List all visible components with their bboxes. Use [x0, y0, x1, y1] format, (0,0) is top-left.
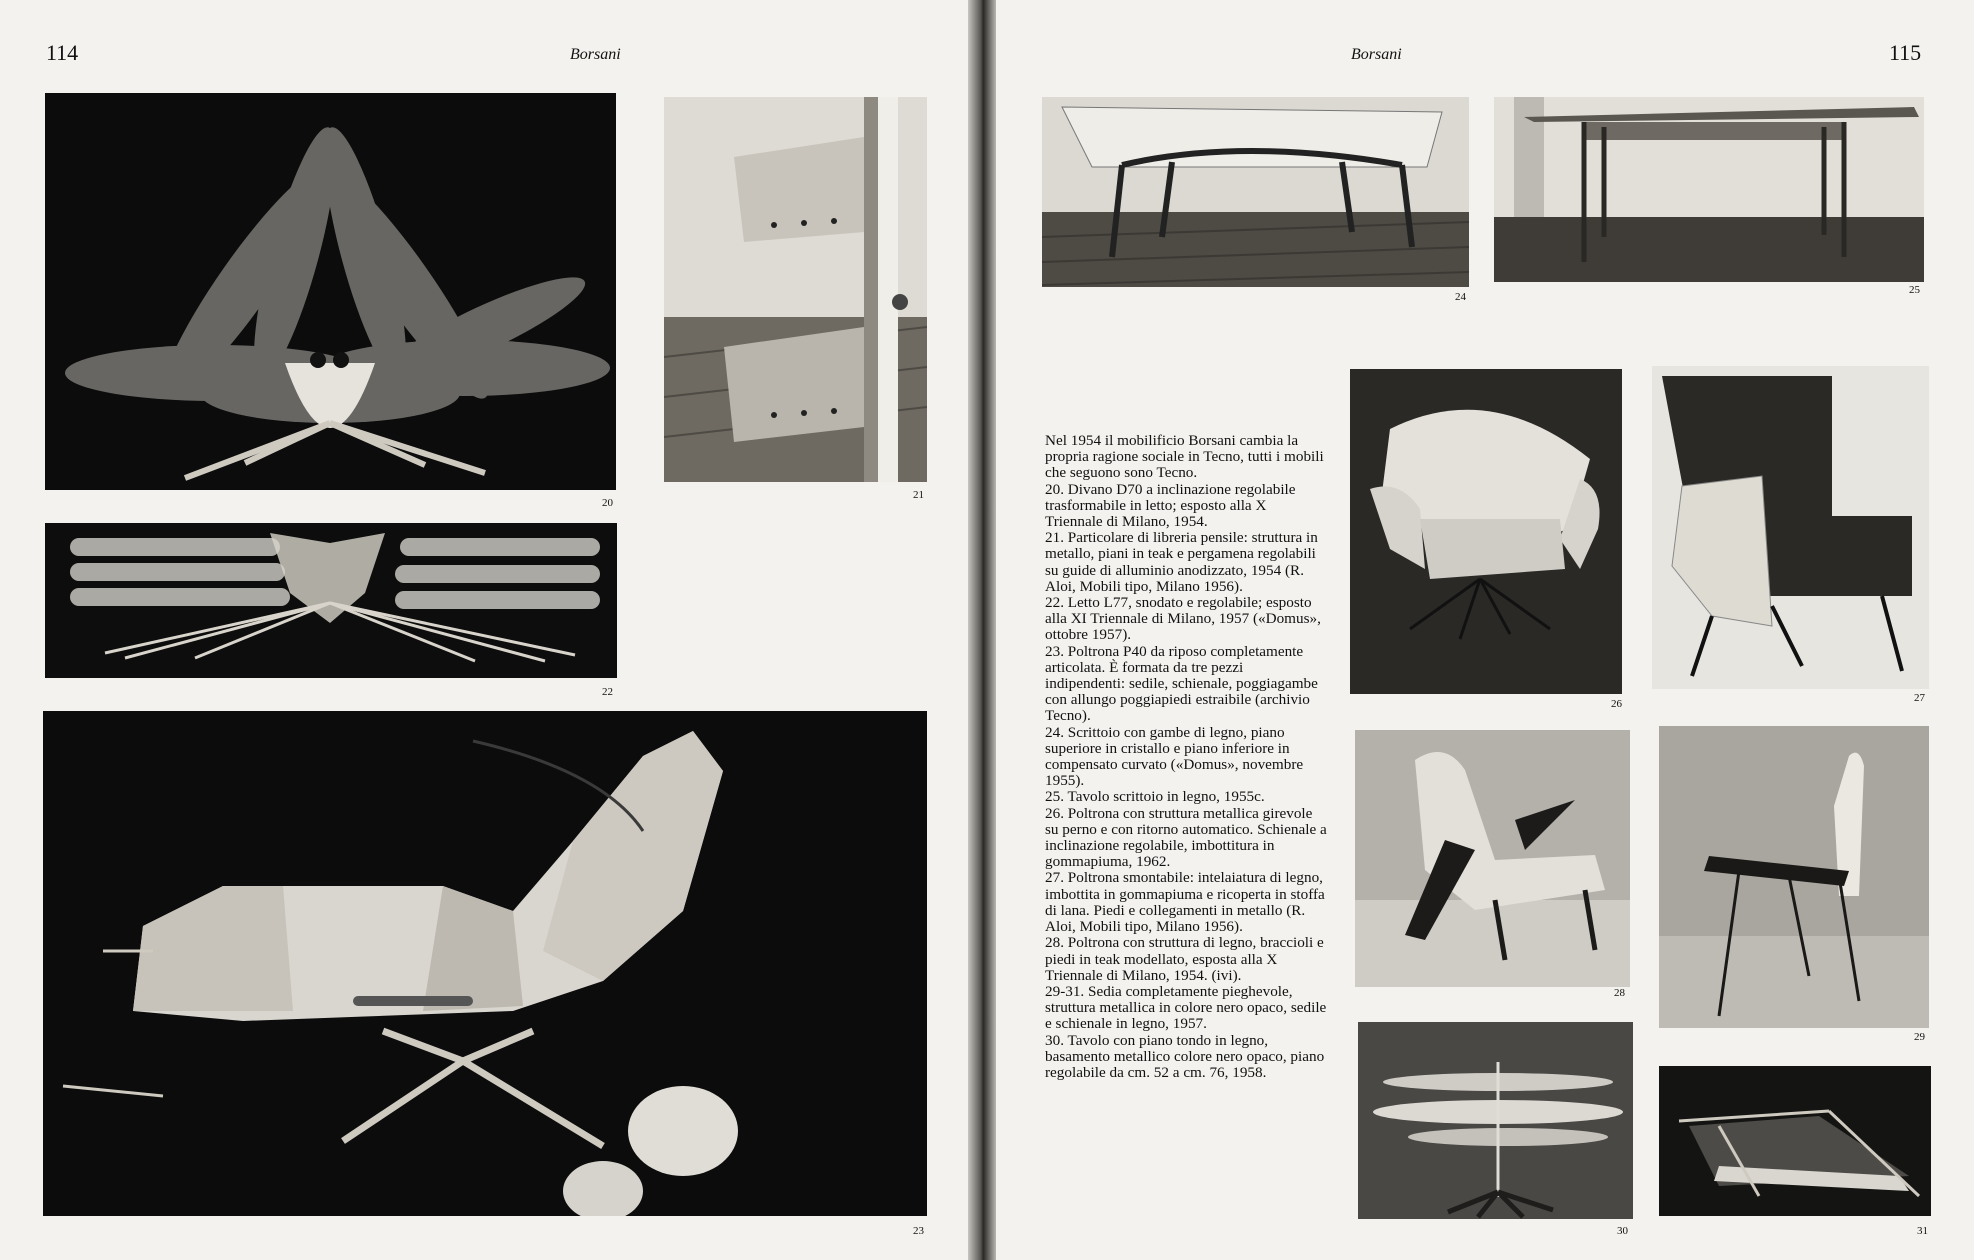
caption-fig-23: 23 — [913, 1225, 924, 1237]
entry-25: 25. Tavolo scrittoio in legno, 1955c. — [1045, 788, 1265, 806]
caption-fig-20: 20 — [602, 497, 613, 509]
photo-fig-29 — [1659, 726, 1929, 1028]
page-number-left: 114 — [46, 40, 79, 65]
entry-23: 23. Poltrona P40 da riposo completamente articolata. È formata da tre pezzi indipendenti: sedile, schienale, poggiagambe con allungo poggiapiedi estraibile (archivio Tecno). — [1045, 642, 1318, 725]
entry-21: 21. Particolare di libreria pensile: struttura in metallo, piani in teak e pergamena regolabili su guide di alluminio anodizzato, 1954 (R. Aloi, Mobili tipo, Milano 1956). — [1045, 529, 1318, 595]
entry-27: 27. Poltrona smontabile: intelaiatura di legno, imbottita in gommapiuma e ricoperta in stoffa di lana. Piedi e collegamenti in metallo (R. Aloi, Mobili tipo, Milano 1956). — [1045, 869, 1325, 936]
page-number-right: 115 — [1889, 40, 1922, 65]
running-head-left: Borsani — [570, 46, 621, 63]
caption-fig-31: 31 — [1917, 1225, 1928, 1237]
entry-24: 24. Scrittoio con gambe di legno, piano superiore in cristallo e piano inferiore in compensato curvato («Domus», novembre 1955). — [1045, 723, 1304, 790]
photo-fig-22 — [45, 523, 617, 678]
photo-fig-27 — [1652, 366, 1929, 689]
photo-fig-21 — [664, 97, 927, 482]
book-gutter — [968, 0, 996, 1260]
photo-fig-26 — [1350, 369, 1622, 694]
caption-fig-30: 30 — [1617, 1225, 1628, 1237]
intro-paragraph: Nel 1954 il mobilificio Borsani cambia la propria ragione sociale in Tecno, tutti i mobili che seguono sono Tecno. — [1045, 432, 1324, 482]
caption-fig-25: 25 — [1909, 284, 1920, 296]
entry-28: 28. Poltrona con struttura di legno, braccioli e piedi in teak modellato, esposta alla X Triennale di Milano, 1954. (ivi). — [1045, 934, 1324, 984]
photo-fig-24 — [1042, 97, 1469, 287]
left-page — [0, 0, 968, 1260]
article-text — [1045, 433, 1327, 1081]
caption-fig-22: 22 — [602, 686, 613, 698]
entry-20: 20. Divano D70 a inclinazione regolabile trasformabile in letto; esposto alla X Triennale di Milano, 1954. — [1045, 480, 1296, 531]
photo-fig-25 — [1494, 97, 1924, 282]
photo-fig-28 — [1355, 730, 1630, 987]
caption-fig-26: 26 — [1611, 698, 1622, 710]
entry-26: 26. Poltrona con struttura metallica girevole su perno e con ritorno automatico. Schienale a inclinazione regolabile, imbottitura in gommapiuma, 1962. — [1045, 804, 1327, 871]
photo-fig-23 — [43, 711, 927, 1216]
entry-30: 30. Tavolo con piano tondo in legno, basamento metallico colore nero opaco, piano regolabile da cm. 52 a cm. 76, 1958. — [1045, 1031, 1325, 1081]
photo-fig-20 — [45, 93, 616, 490]
caption-fig-24: 24 — [1455, 291, 1466, 303]
caption-fig-28: 28 — [1614, 987, 1625, 999]
caption-fig-27: 27 — [1914, 692, 1925, 704]
entry-29-31: 29-31. Sedia completamente pieghevole, struttura metallica in colore nero opaco, sedile e schienale in legno, 1957. — [1045, 982, 1327, 1033]
photo-fig-30 — [1358, 1022, 1633, 1219]
photo-fig-31 — [1659, 1066, 1931, 1216]
caption-fig-21: 21 — [913, 489, 924, 501]
caption-fig-29: 29 — [1914, 1031, 1925, 1043]
entry-22: 22. Letto L77, snodato e regolabile; esposto alla XI Triennale di Milano, 1957 («Domus», ottobre 1957). — [1045, 594, 1321, 644]
running-head-right: Borsani — [1351, 46, 1402, 63]
